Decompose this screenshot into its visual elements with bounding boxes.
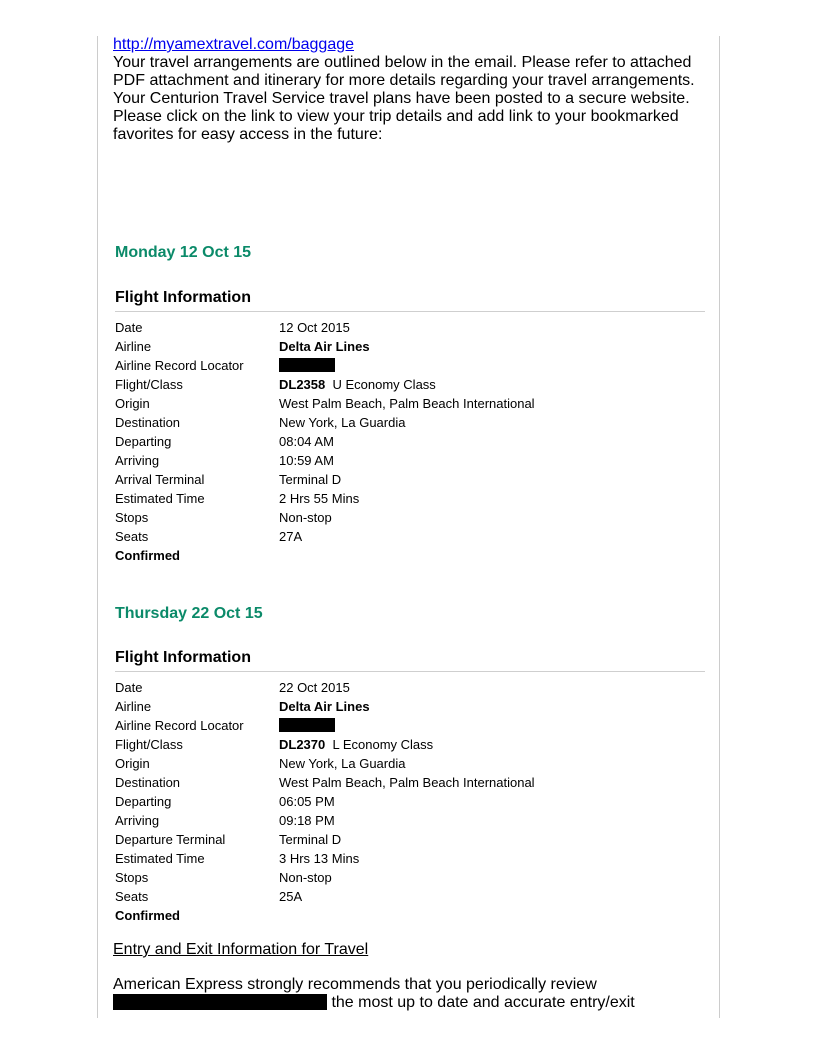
row-value: Terminal D	[279, 472, 342, 487]
segment-1-section-title: Flight Information	[115, 289, 705, 312]
entry-exit-link[interactable]: Entry and Exit Information for Travel	[113, 941, 369, 958]
row-label: Arriving	[115, 453, 160, 468]
intro-line-2: PDF attachment and itinerary for more details regarding your travel arrangements.	[113, 72, 695, 89]
row-label: Stops	[115, 870, 149, 885]
table-row	[115, 697, 705, 716]
row-value: West Palm Beach, Palm Beach International	[279, 775, 535, 790]
row-label: Destination	[115, 775, 181, 790]
segment-2-flight-table	[115, 678, 705, 925]
flight-number: DL2358	[279, 377, 326, 392]
left-border	[97, 36, 98, 1018]
airline-name: Delta Air Lines	[279, 339, 370, 354]
table-row	[115, 527, 705, 546]
row-value: Non-stop	[279, 870, 332, 885]
table-row	[115, 811, 705, 830]
row-value: 2 Hrs 55 Mins	[279, 491, 360, 506]
row-label: Arrival Terminal	[115, 472, 205, 487]
table-row	[115, 887, 705, 906]
row-label: Origin	[115, 756, 150, 771]
table-row	[115, 868, 705, 887]
row-label: Stops	[115, 510, 149, 525]
intro-line-5: favorites for easy access in the future:	[113, 126, 383, 143]
row-label: Estimated Time	[115, 491, 205, 506]
row-value: Non-stop	[279, 510, 332, 525]
booking-status: Confirmed	[115, 908, 180, 923]
redaction-box	[113, 994, 327, 1010]
email-body	[113, 36, 705, 1011]
redaction-box	[279, 718, 335, 732]
table-row	[115, 754, 705, 773]
segment-2-date-heading: Thursday 22 Oct 15	[115, 605, 263, 622]
row-label: Airline	[115, 339, 152, 354]
table-row	[115, 792, 705, 811]
table-row	[115, 394, 705, 413]
flight-class: L Economy Class	[332, 737, 434, 752]
row-value: 10:59 AM	[279, 453, 334, 468]
segment-1-date-heading: Monday 12 Oct 15	[115, 244, 252, 261]
flight-class: U Economy Class	[332, 377, 436, 392]
intro-line-1: Your travel arrangements are outlined below in the email. Please refer to attached	[113, 54, 692, 71]
row-value	[279, 735, 705, 754]
table-row	[115, 413, 705, 432]
entry-line-1: American Express strongly recommends that you periodically review	[113, 976, 597, 993]
table-row	[115, 356, 705, 375]
row-value	[279, 375, 705, 394]
row-label: Airline	[115, 699, 152, 714]
row-value: 27A	[279, 529, 303, 544]
entry-exit-paragraph	[113, 976, 705, 1012]
row-value: 3 Hrs 13 Mins	[279, 851, 360, 866]
row-label: Seats	[115, 889, 149, 904]
row-value: New York, La Guardia	[279, 415, 406, 430]
entry-line-2	[113, 994, 705, 1012]
intro-paragraph	[113, 54, 705, 144]
row-value: 12 Oct 2015	[279, 320, 350, 335]
row-value: West Palm Beach, Palm Beach International	[279, 396, 535, 411]
row-label: Airline Record Locator	[115, 718, 244, 733]
row-value: 08:04 AM	[279, 434, 334, 449]
row-label: Departing	[115, 434, 172, 449]
row-value: New York, La Guardia	[279, 756, 406, 771]
baggage-link[interactable]: http://myamextravel.com/baggage	[113, 36, 355, 53]
entry-line-2-tail: the most up to date and accurate entry/exit	[331, 994, 635, 1011]
segment-2-section-title: Flight Information	[115, 649, 705, 672]
table-row	[115, 470, 705, 489]
row-label: Origin	[115, 396, 150, 411]
booking-status: Confirmed	[115, 548, 180, 563]
row-label: Seats	[115, 529, 149, 544]
intro-line-3: Your Centurion Travel Service travel plans have been posted to a secure website.	[113, 90, 690, 107]
row-label: Flight/Class	[115, 377, 183, 392]
row-label: Date	[115, 320, 143, 335]
row-value: Terminal D	[279, 832, 342, 847]
table-row	[115, 716, 705, 735]
row-label: Flight/Class	[115, 737, 183, 752]
table-row	[115, 678, 705, 697]
row-label: Estimated Time	[115, 851, 205, 866]
redaction-box	[279, 358, 335, 372]
table-row	[115, 508, 705, 527]
table-row	[115, 489, 705, 508]
row-value: 06:05 PM	[279, 794, 335, 809]
right-border	[719, 36, 720, 1018]
row-label: Airline Record Locator	[115, 358, 244, 373]
row-value	[279, 716, 705, 735]
airline-name: Delta Air Lines	[279, 699, 370, 714]
row-value	[279, 356, 705, 375]
table-row	[115, 337, 705, 356]
row-value: 09:18 PM	[279, 813, 335, 828]
flight-number: DL2370	[279, 737, 326, 752]
row-value: 25A	[279, 889, 303, 904]
row-label: Arriving	[115, 813, 160, 828]
row-label: Departing	[115, 794, 172, 809]
table-row	[115, 830, 705, 849]
table-row	[115, 735, 705, 754]
row-label: Destination	[115, 415, 181, 430]
segment-1-flight-table	[115, 318, 705, 565]
table-row	[115, 432, 705, 451]
row-label: Departure Terminal	[115, 832, 226, 847]
table-row	[115, 375, 705, 394]
intro-line-4: Please click on the link to view your trip details and add link to your bookmarked	[113, 108, 679, 125]
row-value: 22 Oct 2015	[279, 680, 350, 695]
table-row	[115, 318, 705, 337]
table-row	[115, 849, 705, 868]
table-row	[115, 451, 705, 470]
row-label: Date	[115, 680, 143, 695]
table-row	[115, 773, 705, 792]
